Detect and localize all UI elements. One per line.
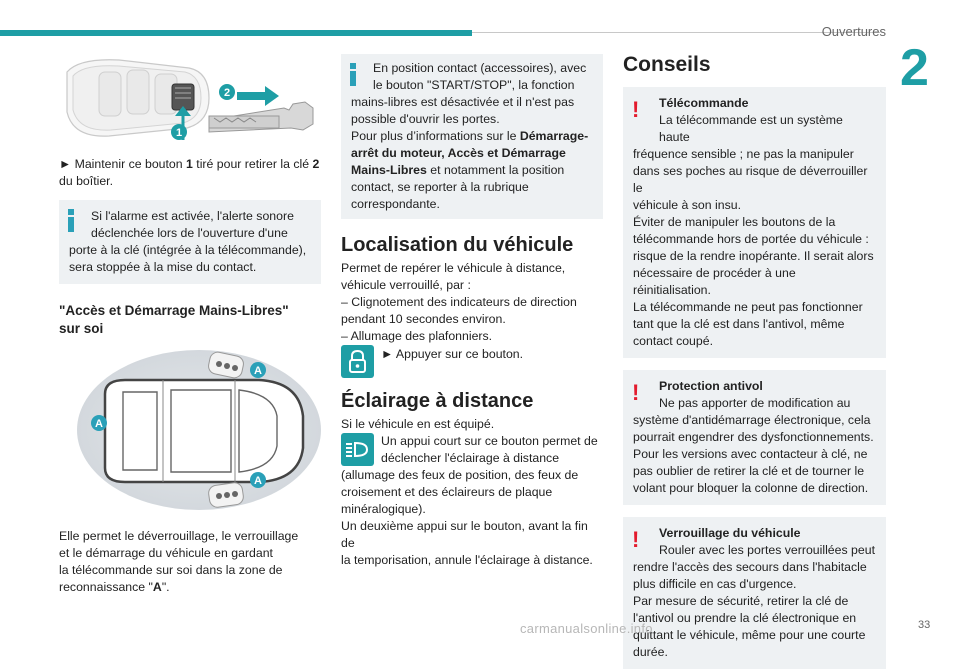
subsection-title: "Accès et Démarrage Mains-Libres" sur soi — [59, 303, 289, 336]
section-title-eclairage: Éclairage à distance — [341, 390, 534, 412]
callout-2-label: 2 — [223, 87, 231, 99]
headlight-icon — [341, 433, 374, 466]
chapter-number: 2 — [900, 39, 929, 97]
localisation-step-row: ► Appuyer sur ce bouton. — [341, 345, 603, 379]
info-icon — [67, 209, 75, 232]
header-accent-bar — [0, 30, 472, 36]
info-icon — [349, 63, 357, 86]
recognition-zone-figure — [59, 346, 321, 518]
info-box-start-stop: En position contact (accessoires), avec le bouton "START/STOP", la fonction mains-libres est désactivée et il n'est pas possible d'ouvrir les portes. Pour plus d’informations sur le Démarrage- arrêt du moteur, Accès et Démarrage Mains-Libres et notamment la position contact, se reporter à la rubrique correspondante. — [341, 54, 603, 219]
info-box-alarm: Si l'alarme est activée, l'alerte sonore déclenchée lors de l'ouverture d'une porte à la clé (intégrée à la télécommande), sera stoppée à la mise du contact. — [59, 200, 321, 284]
warning-icon: ! — [632, 527, 640, 552]
zone-a-label-bottom: A — [254, 475, 262, 487]
page-number: 33 — [918, 619, 931, 631]
warning-box-telecommande: ! Télécommande La télécommande est un système haute fréquence sensible ; ne pas la manipuler dans ses poches au risque de déverrouiller le véhicule à son insu. Éviter de manipuler les boutons de la télécommande hors de portée du véhicule : risque de la rendre inopérante. Il serait alors nécessaire de procéder à une réinitialisation. La télécommande ne peut pas fonctionner tant que la clé est dans l'antivol, même contact coupé. — [623, 87, 886, 358]
key-fob-figure — [59, 50, 321, 142]
column-left — [59, 50, 321, 596]
warning-box-antivol: ! Protection antivol Ne pas apporter de modification au système d'antidémarrage électronique, cela pourrait engendrer des dysfonctionnements. Pour les versions avec contacteur à clé, ne pas oublier de retirer la clé et de tourner le volant pour bloquer la colonne de direction. — [623, 370, 886, 505]
body-paragraph: Elle permet le déverrouillage, le verrouillage et le démarrage du véhicule en gardant la télécommande sur soi dans la zone de reconnaissance "A". — [59, 529, 299, 594]
column-middle — [341, 54, 603, 569]
warning-icon: ! — [632, 380, 640, 405]
section-title-localisation: Localisation du véhicule — [341, 234, 574, 256]
section-title: Ouvertures — [821, 24, 886, 39]
column-right — [623, 53, 886, 669]
step-arrow: ► — [59, 157, 72, 171]
header-rule — [472, 32, 880, 33]
instruction-step: ► Maintenir ce bouton 1 tiré pour retirer la clé 2 du boîtier. — [59, 157, 320, 188]
localisation-text: Permet de repérer le véhicule à distance, véhicule verrouillé, par : – Clignotement des indicateurs de direction pendant 10 secondes environ. – Allumage des plafonniers. — [341, 261, 577, 343]
callout-1-label: 1 — [175, 127, 183, 139]
watermark-text: carmanualsonline.info — [520, 621, 653, 636]
zone-a-label-left: A — [95, 418, 103, 430]
warning-icon: ! — [632, 97, 640, 122]
zone-a-label-top: A — [254, 365, 262, 377]
section-title-conseils: Conseils — [623, 53, 711, 76]
eclairage-text: Si le véhicule en est équipé. Un appui court sur ce bouton permet de déclencher l'éclairage à distance (allumage des feux de position, des feux de croisement et des éclaireurs de plaque minéralogique). Un deuxième appui sur le bouton, avant la fin de la temporisation, annule l'éclairage à distance. — [341, 417, 598, 567]
warning-box-verrouillage: ! Verrouillage du véhicule Rouler avec les portes verrouillées peut rendre l'accès des secours dans l'habitacle plus difficile en cas d'urgence. Par mesure de sécurité, retirer la clé de l'antivol ou prendre la clé électronique en quittant le véhicule, même pour une courte durée. — [623, 517, 886, 669]
padlock-icon — [341, 345, 374, 378]
